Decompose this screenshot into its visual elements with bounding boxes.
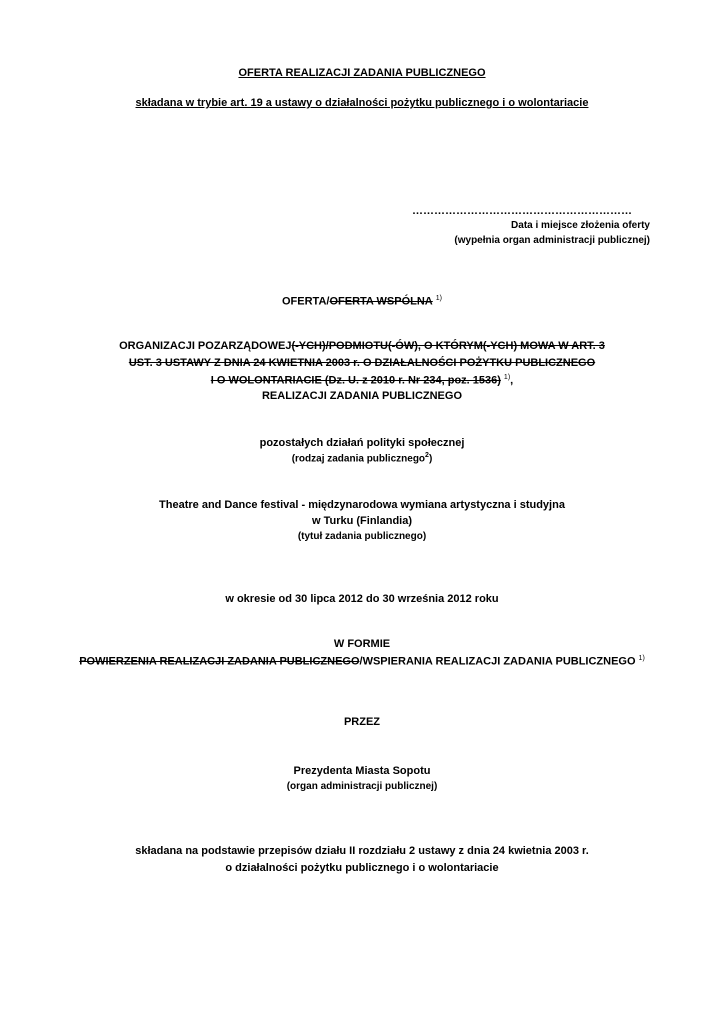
organization-comma: ,	[510, 374, 514, 387]
document-title	[40, 67, 684, 79]
task-kind-footnote: 2	[425, 452, 429, 459]
organization-line-1	[40, 340, 684, 352]
basis-line-2: o działalności pożytku publicznego i o wolontariacie	[225, 862, 499, 874]
date-note: (wypełnia organ administracji publicznej)	[454, 235, 650, 246]
by-heading: PRZEZ	[343, 716, 381, 728]
form-heading: W FORMIE	[333, 638, 391, 650]
organization-line-4: REALIZACJI ZADANIA PUBLICZNEGO	[261, 390, 463, 402]
task-title-line-2: w Turku (Finlandia)	[311, 515, 412, 527]
task-kind-label-end: )	[428, 453, 433, 465]
offer-type	[40, 295, 684, 308]
offer-type-main: OFERTA/	[282, 295, 330, 308]
form-line	[40, 655, 684, 668]
authority-label: (organ administracji publicznej)	[286, 781, 438, 792]
form-rest: /WSPIERANIA REALIZACJI ZADANIA PUBLICZNEGO	[359, 655, 636, 668]
task-title-line-1: Theatre and Dance festival - międzynarodowa wymiana artystyczna i studyjna	[159, 499, 565, 511]
organization-footnote: 1)	[503, 374, 511, 381]
date-label: Data i miejsce złożenia oferty	[511, 220, 650, 231]
offer-type-struck: OFERTA WSPÓLNA	[329, 295, 433, 308]
organization-struck-1: (-YCH)/PODMIOTU(-ÓW), O KTÓRYM(-YCH) MOWA W ART. 3	[291, 340, 605, 352]
task-title-label: (tytuł zadania publicznego)	[297, 531, 427, 542]
basis-line-1: składana na podstawie przepisów działu II rozdziału 2 ustawy z dnia 24 kwietnia 2003 r.	[135, 845, 589, 857]
date-dots: ……………………………………………………	[412, 205, 632, 217]
document-subtitle	[40, 97, 684, 109]
organization-struck-3: I O WOLONTARIACIE (Dz. U. z 2010 r. Nr 234, poz. 1536)	[210, 374, 501, 387]
task-kind-label	[40, 452, 684, 464]
title-text: OFERTA REALIZACJI ZADANIA PUBLICZNEGO	[238, 67, 486, 79]
form-struck: POWIERZENIA REALIZACJI ZADANIA PUBLICZNEGO	[79, 655, 360, 668]
task-kind-label-text: (rodzaj zadania publicznego	[291, 453, 426, 465]
organization-line-2	[40, 357, 684, 369]
organization-struck-2: UST. 3 USTAWY Z DNIA 24 KWIETNIA 2003 r. O DZIAŁALNOŚCI POŻYTKU PUBLICZNEGO	[128, 357, 596, 369]
offer-type-footnote: 1)	[435, 295, 442, 302]
organization-main: ORGANIZACJI POZARZĄDOWEJ	[119, 340, 292, 352]
task-kind-value: pozostałych działań polityki społecznej	[259, 437, 465, 449]
period-text: w okresie od 30 lipca 2012 do 30 września 2012 roku	[225, 593, 499, 605]
authority-name: Prezydenta Miasta Sopotu	[293, 765, 431, 777]
subtitle-text: składana w trybie art. 19 a ustawy o działalności pożytku publicznego i o wolontariacie	[135, 97, 589, 109]
form-footnote: 1)	[638, 655, 645, 662]
organization-line-3	[40, 374, 684, 387]
